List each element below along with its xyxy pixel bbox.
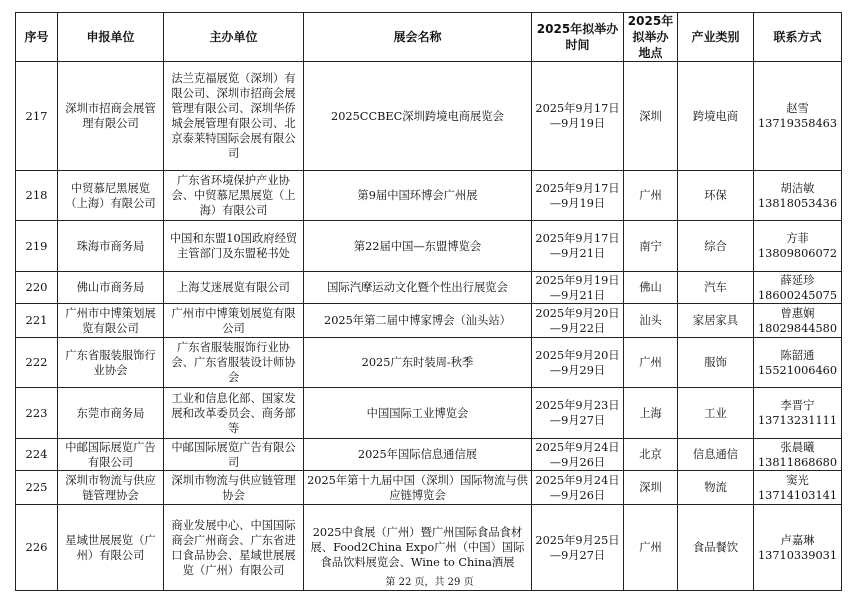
table-row bbox=[16, 338, 842, 388]
cell-place: 深圳 bbox=[624, 471, 678, 505]
cell-applicant: 中贸慕尼黑展览（上海）有限公司 bbox=[58, 171, 164, 221]
cell-exhibition-name: 第9届中国环博会广州展 bbox=[304, 171, 532, 221]
contact-phone: 13713231111 bbox=[757, 414, 838, 427]
cell-exhibition-name: 2025中食展（广州）暨广州国际食品食材展、Food2China Expo广州（中国）国际食品饮料展览会、Wine to China酒展 bbox=[304, 505, 532, 591]
cell-place: 上海 bbox=[624, 388, 678, 439]
cell-category: 物流 bbox=[678, 471, 754, 505]
cell-applicant: 东莞市商务局 bbox=[58, 388, 164, 439]
table-row bbox=[16, 304, 842, 338]
cell-contact bbox=[754, 388, 842, 439]
cell-time: 2025年9月17日—9月21日 bbox=[532, 221, 624, 272]
cell-contact bbox=[754, 62, 842, 171]
cell-exhibition-name: 2025年第十九届中国（深圳）国际物流与供应链博览会 bbox=[304, 471, 532, 505]
cell-category: 汽车 bbox=[678, 272, 754, 304]
cell-exhibition-name: 国际汽摩运动文化暨个性出行展览会 bbox=[304, 272, 532, 304]
cell-place: 汕头 bbox=[624, 304, 678, 338]
cell-category: 食品餐饮 bbox=[678, 505, 754, 591]
cell-exhibition-name: 2025年第二届中博家博会（汕头站） bbox=[304, 304, 532, 338]
cell-organizer: 中国和东盟10国政府经贸主管部门及东盟秘书处 bbox=[164, 221, 304, 272]
cell-no: 226 bbox=[16, 505, 58, 591]
cell-exhibition-name: 中国国际工业博览会 bbox=[304, 388, 532, 439]
cell-contact bbox=[754, 221, 842, 272]
contact-name: 卢嘉琳 bbox=[780, 533, 815, 547]
cell-contact bbox=[754, 471, 842, 505]
cell-time: 2025年9月24日—9月26日 bbox=[532, 439, 624, 471]
cell-no: 221 bbox=[16, 304, 58, 338]
cell-place: 广州 bbox=[624, 338, 678, 388]
header-no: 序号 bbox=[16, 13, 58, 62]
cell-no: 218 bbox=[16, 171, 58, 221]
cell-organizer: 广东省环境保护产业协会、中贸慕尼黑展览（上海）有限公司 bbox=[164, 171, 304, 221]
cell-place: 深圳 bbox=[624, 62, 678, 171]
table-row bbox=[16, 388, 842, 439]
cell-contact bbox=[754, 439, 842, 471]
contact-name: 曾惠娴 bbox=[780, 306, 815, 320]
cell-time: 2025年9月17日—9月19日 bbox=[532, 171, 624, 221]
header-place: 2025年拟举办地点 bbox=[624, 13, 678, 62]
header-contact: 联系方式 bbox=[754, 13, 842, 62]
cell-organizer: 上海艾迷展览有限公司 bbox=[164, 272, 304, 304]
cell-place: 广州 bbox=[624, 171, 678, 221]
cell-category: 工业 bbox=[678, 388, 754, 439]
cell-contact bbox=[754, 171, 842, 221]
cell-no: 220 bbox=[16, 272, 58, 304]
cell-applicant: 中邮国际展览广告有限公司 bbox=[58, 439, 164, 471]
table-row bbox=[16, 439, 842, 471]
cell-category: 环保 bbox=[678, 171, 754, 221]
cell-time: 2025年9月20日—9月29日 bbox=[532, 338, 624, 388]
cell-time: 2025年9月24日—9月26日 bbox=[532, 471, 624, 505]
cell-organizer: 商业发展中心、中国国际商会广州商会、广东省进口食品协会、星域世展展览（广州）有限公司 bbox=[164, 505, 304, 591]
table-row bbox=[16, 62, 842, 171]
contact-phone: 15521006460 bbox=[757, 363, 838, 377]
header-time: 2025年拟举办时间 bbox=[532, 13, 624, 62]
cell-organizer: 中邮国际展览广告有限公司 bbox=[164, 439, 304, 471]
cell-exhibition-name: 2025CCBEC深圳跨境电商展览会 bbox=[304, 62, 532, 171]
cell-applicant: 星域世展展览（广州）有限公司 bbox=[58, 505, 164, 591]
cell-time: 2025年9月20日—9月22日 bbox=[532, 304, 624, 338]
header-exhibition-name: 展会名称 bbox=[304, 13, 532, 62]
cell-place: 北京 bbox=[624, 439, 678, 471]
cell-category: 服饰 bbox=[678, 338, 754, 388]
contact-phone: 13719358463 bbox=[757, 117, 838, 130]
contact-phone: 13811868680 bbox=[757, 455, 838, 469]
contact-name: 李晋宁 bbox=[780, 399, 815, 412]
page-footer: 第 22 页，共 29 页 bbox=[385, 577, 474, 588]
cell-applicant: 佛山市商务局 bbox=[58, 272, 164, 304]
contact-phone: 13818053436 bbox=[757, 196, 838, 210]
table-row bbox=[16, 272, 842, 304]
cell-category: 家居家具 bbox=[678, 304, 754, 338]
cell-applicant: 深圳市物流与供应链管理协会 bbox=[58, 471, 164, 505]
cell-category: 跨境电商 bbox=[678, 62, 754, 171]
cell-exhibition-name: 2025年国际信息通信展 bbox=[304, 439, 532, 471]
cell-exhibition-name: 2025广东时装周-秋季 bbox=[304, 338, 532, 388]
table-row bbox=[16, 171, 842, 221]
contact-phone: 13714103141 bbox=[757, 488, 838, 502]
contact-name: 赵雪 bbox=[786, 102, 809, 115]
cell-contact bbox=[754, 304, 842, 338]
cell-no: 224 bbox=[16, 439, 58, 471]
cell-applicant: 广州市中博策划展览有限公司 bbox=[58, 304, 164, 338]
table-header-row bbox=[16, 13, 842, 62]
cell-no: 223 bbox=[16, 388, 58, 439]
contact-name: 胡洁敏 bbox=[780, 181, 815, 195]
cell-time: 2025年9月23日—9月27日 bbox=[532, 388, 624, 439]
contact-phone: 13809806072 bbox=[757, 247, 838, 260]
cell-place: 佛山 bbox=[624, 272, 678, 304]
cell-contact bbox=[754, 272, 842, 304]
cell-exhibition-name: 第22届中国—东盟博览会 bbox=[304, 221, 532, 272]
contact-name: 张晨曦 bbox=[780, 440, 815, 454]
contact-phone: 18600245075 bbox=[757, 288, 838, 302]
table-row bbox=[16, 221, 842, 272]
cell-time: 2025年9月19日—9月21日 bbox=[532, 272, 624, 304]
header-applicant: 申报单位 bbox=[58, 13, 164, 62]
cell-category: 信息通信 bbox=[678, 439, 754, 471]
cell-time: 2025年9月17日—9月19日 bbox=[532, 62, 624, 171]
cell-no: 225 bbox=[16, 471, 58, 505]
contact-name: 方菲 bbox=[786, 232, 809, 245]
contact-phone: 13710339031 bbox=[757, 548, 838, 562]
cell-applicant: 珠海市商务局 bbox=[58, 221, 164, 272]
cell-applicant: 深圳市招商会展管理有限公司 bbox=[58, 62, 164, 171]
contact-phone: 18029844580 bbox=[757, 321, 838, 335]
cell-organizer: 工业和信息化部、国家发展和改革委员会、商务部等 bbox=[164, 388, 304, 439]
cell-organizer: 深圳市物流与供应链管理协会 bbox=[164, 471, 304, 505]
contact-name: 窦光 bbox=[786, 473, 809, 487]
cell-organizer: 广东省服装服饰行业协会、广东省服装设计师协会 bbox=[164, 338, 304, 388]
contact-name: 薛延珍 bbox=[780, 273, 815, 287]
cell-place: 南宁 bbox=[624, 221, 678, 272]
cell-no: 217 bbox=[16, 62, 58, 171]
cell-place: 广州 bbox=[624, 505, 678, 591]
cell-applicant: 广东省服装服饰行业协会 bbox=[58, 338, 164, 388]
cell-organizer: 法兰克福展览（深圳）有限公司、深圳市招商会展管理有限公司、深圳华侨城会展管理有限公司、北京泰莱特国际会展有限公司 bbox=[164, 62, 304, 171]
header-organizer: 主办单位 bbox=[164, 13, 304, 62]
exhibition-table bbox=[15, 12, 842, 591]
header-category: 产业类别 bbox=[678, 13, 754, 62]
cell-category: 综合 bbox=[678, 221, 754, 272]
cell-time: 2025年9月25日—9月27日 bbox=[532, 505, 624, 591]
cell-organizer: 广州市中博策划展览有限公司 bbox=[164, 304, 304, 338]
table-row bbox=[16, 471, 842, 505]
cell-contact bbox=[754, 338, 842, 388]
contact-name: 陈韶通 bbox=[780, 348, 815, 362]
cell-no: 219 bbox=[16, 221, 58, 272]
cell-no: 222 bbox=[16, 338, 58, 388]
